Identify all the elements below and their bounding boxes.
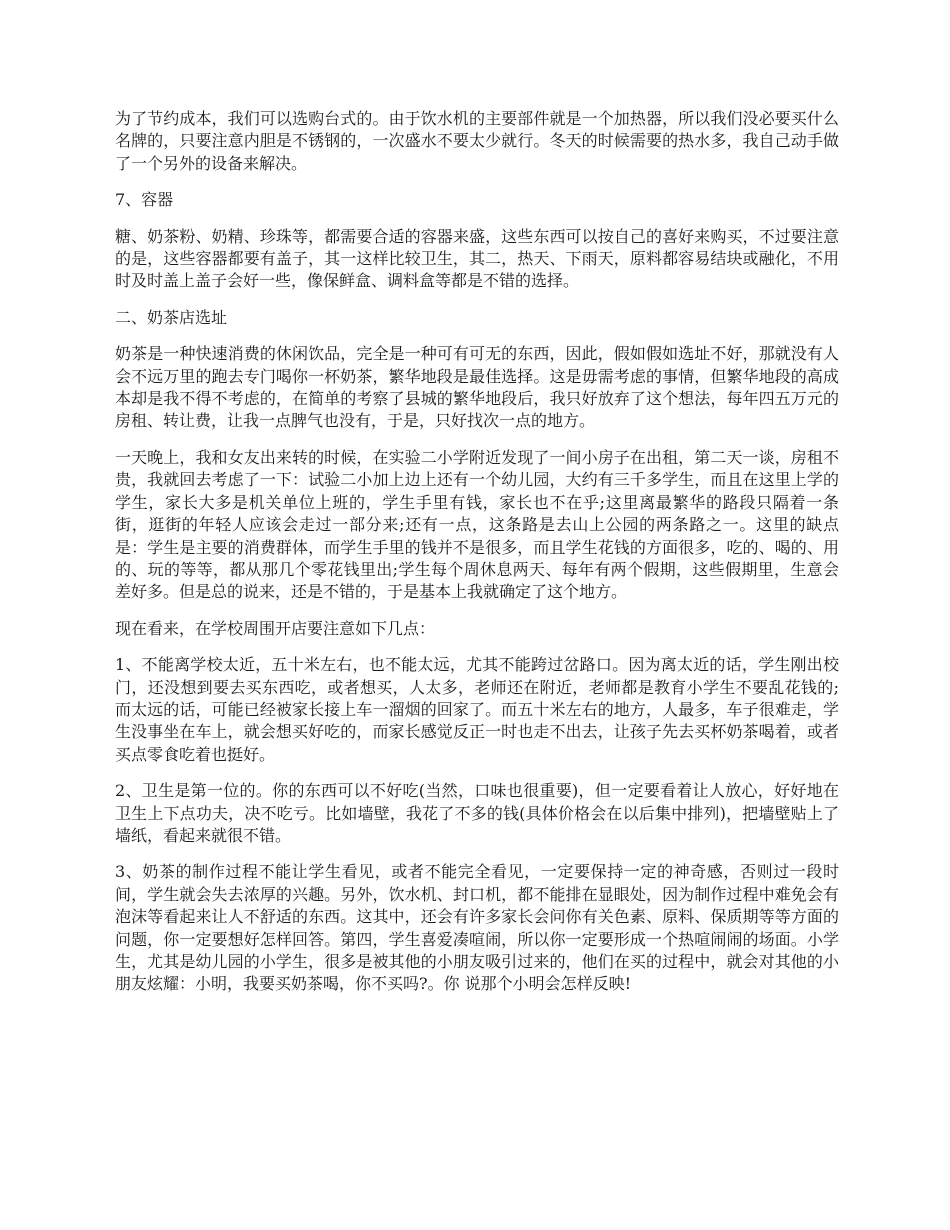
paragraph-note-2: 2、卫生是第一位的。你的东西可以不好吃(当然，口味也很重要)，但一定要看着让人放心，好好地在卫生上下点功夫，决不吃亏。比如墙壁，我花了不多的钱(具体价格会在以后集中排列)，把墙壁贴上了墙纸，看起来就很不错。 <box>115 781 839 845</box>
document-page <box>115 108 839 1010</box>
paragraph-water-dispenser: 为了节约成本，我们可以选购台式的。由于饮水机的主要部件就是一个加热器，所以我们没必要买什么名牌的，只要注意内胆是不锈钢的，一次盛水不要太少就行。冬天的时候需要的热水多，我自己动手做了一个另外的设备来解决。 <box>115 109 839 173</box>
paragraph-note-1: 1、不能离学校太近，五十米左右，也不能太远，尤其不能跨过岔路口。因为离太近的话，学生刚出校门，还没想到要去买东西吃，或者想买，人太多，老师还在附近，老师都是教育小学生不要乱花钱的;而太远的话，可能已经被家长接上车一溜烟的回家了。而五十米左右的地方，人最多，车子很难走，学生没事坐在车上，就会想买好吃的，而家长感觉反正一时也走不出去，让孩子先去买杯奶茶喝着，或者买点零食吃着也挺好。 <box>115 655 839 764</box>
paragraph-note-3: 3、奶茶的制作过程不能让学生看见，或者不能完全看见，一定要保持一定的神奇感，否则过一段时间，学生就会失去浓厚的兴趣。另外，饮水机、封口机，都不能排在显眼处，因为制作过程中难免会有泡沫等看起来让人不舒适的东西。这其中，还会有许多家长会问你有关色素、原料、保质期等等方面的问题，你一定要想好怎样回答。第四，学生喜爱凑喧闹，所以你一定要形成一个热喧闹闹的场面。小学生，尤其是幼儿园的小学生，很多是被其他的小朋友吸引过来的，他们在买的过程中，就会对其他的小朋友炫耀：小明，我要买奶茶喝，你不买吗?。你 说那个小明会怎样反映! <box>115 862 839 994</box>
paragraph-location-intro: 奶茶是一种快速消费的休闲饮品，完全是一种可有可无的东西，因此，假如假如选址不好，那就没有人会不远万里的跑去专门喝你一杯奶茶，繁华地段是最佳选择。这是毋需考虑的事情，但繁华地段的高成本却是我不得不考虑的，在简单的考察了县城的繁华地段后，我只好放弃了这个想法，每年四五万元的房租、转让费，让我一点脾气也没有，于是，只好找次一点的地方。 <box>115 344 839 431</box>
section-heading-location: 二、奶茶店选址 <box>115 307 228 327</box>
paragraph-containers: 糖、奶茶粉、奶精、珍珠等，都需要合适的容器来盛，这些东西可以按自己的喜好来购买，不过要注意的是，这些容器都要有盖子，其一这样比较卫生，其二，热天、下雨天，原料都容易结块或融化，不用时及时盖上盖子会好一些，像保鲜盒、调料盒等都是不错的选择。 <box>115 226 839 291</box>
paragraph-location-found: 一天晚上，我和女友出来转的时候，在实验二小学附近发现了一间小房子在出租，第二天一谈，房租不贵，我就回去考虑了一下：试验二小加上边上还有一个幼儿园，大约有三千多学生，而且在这里上学的学生，家长大多是机关单位上班的，学生手里有钱，家长也不在乎;这里离最繁华的路段只隔着一条街，逛街的年轻人应该会走过一部分来;还有一点，这条路是去山上公园的两条路之一。这里的缺点是：学生是主要的消费群体，而学生手里的钱并不是很多，而且学生花钱的方面很多，吃的、喝的、用的、玩的等等，都从那几个零花钱里出;学生每个周休息两天、每年有两个假期，这些假期里，生意会差好多。但是总的说来，还是不错的，于是基本上我就确定了这个地方。 <box>115 447 839 602</box>
section-heading-containers: 7、容器 <box>115 190 174 210</box>
paragraph-notes-intro: 现在看来，在学校周围开店要注意如下几点： <box>115 618 436 638</box>
